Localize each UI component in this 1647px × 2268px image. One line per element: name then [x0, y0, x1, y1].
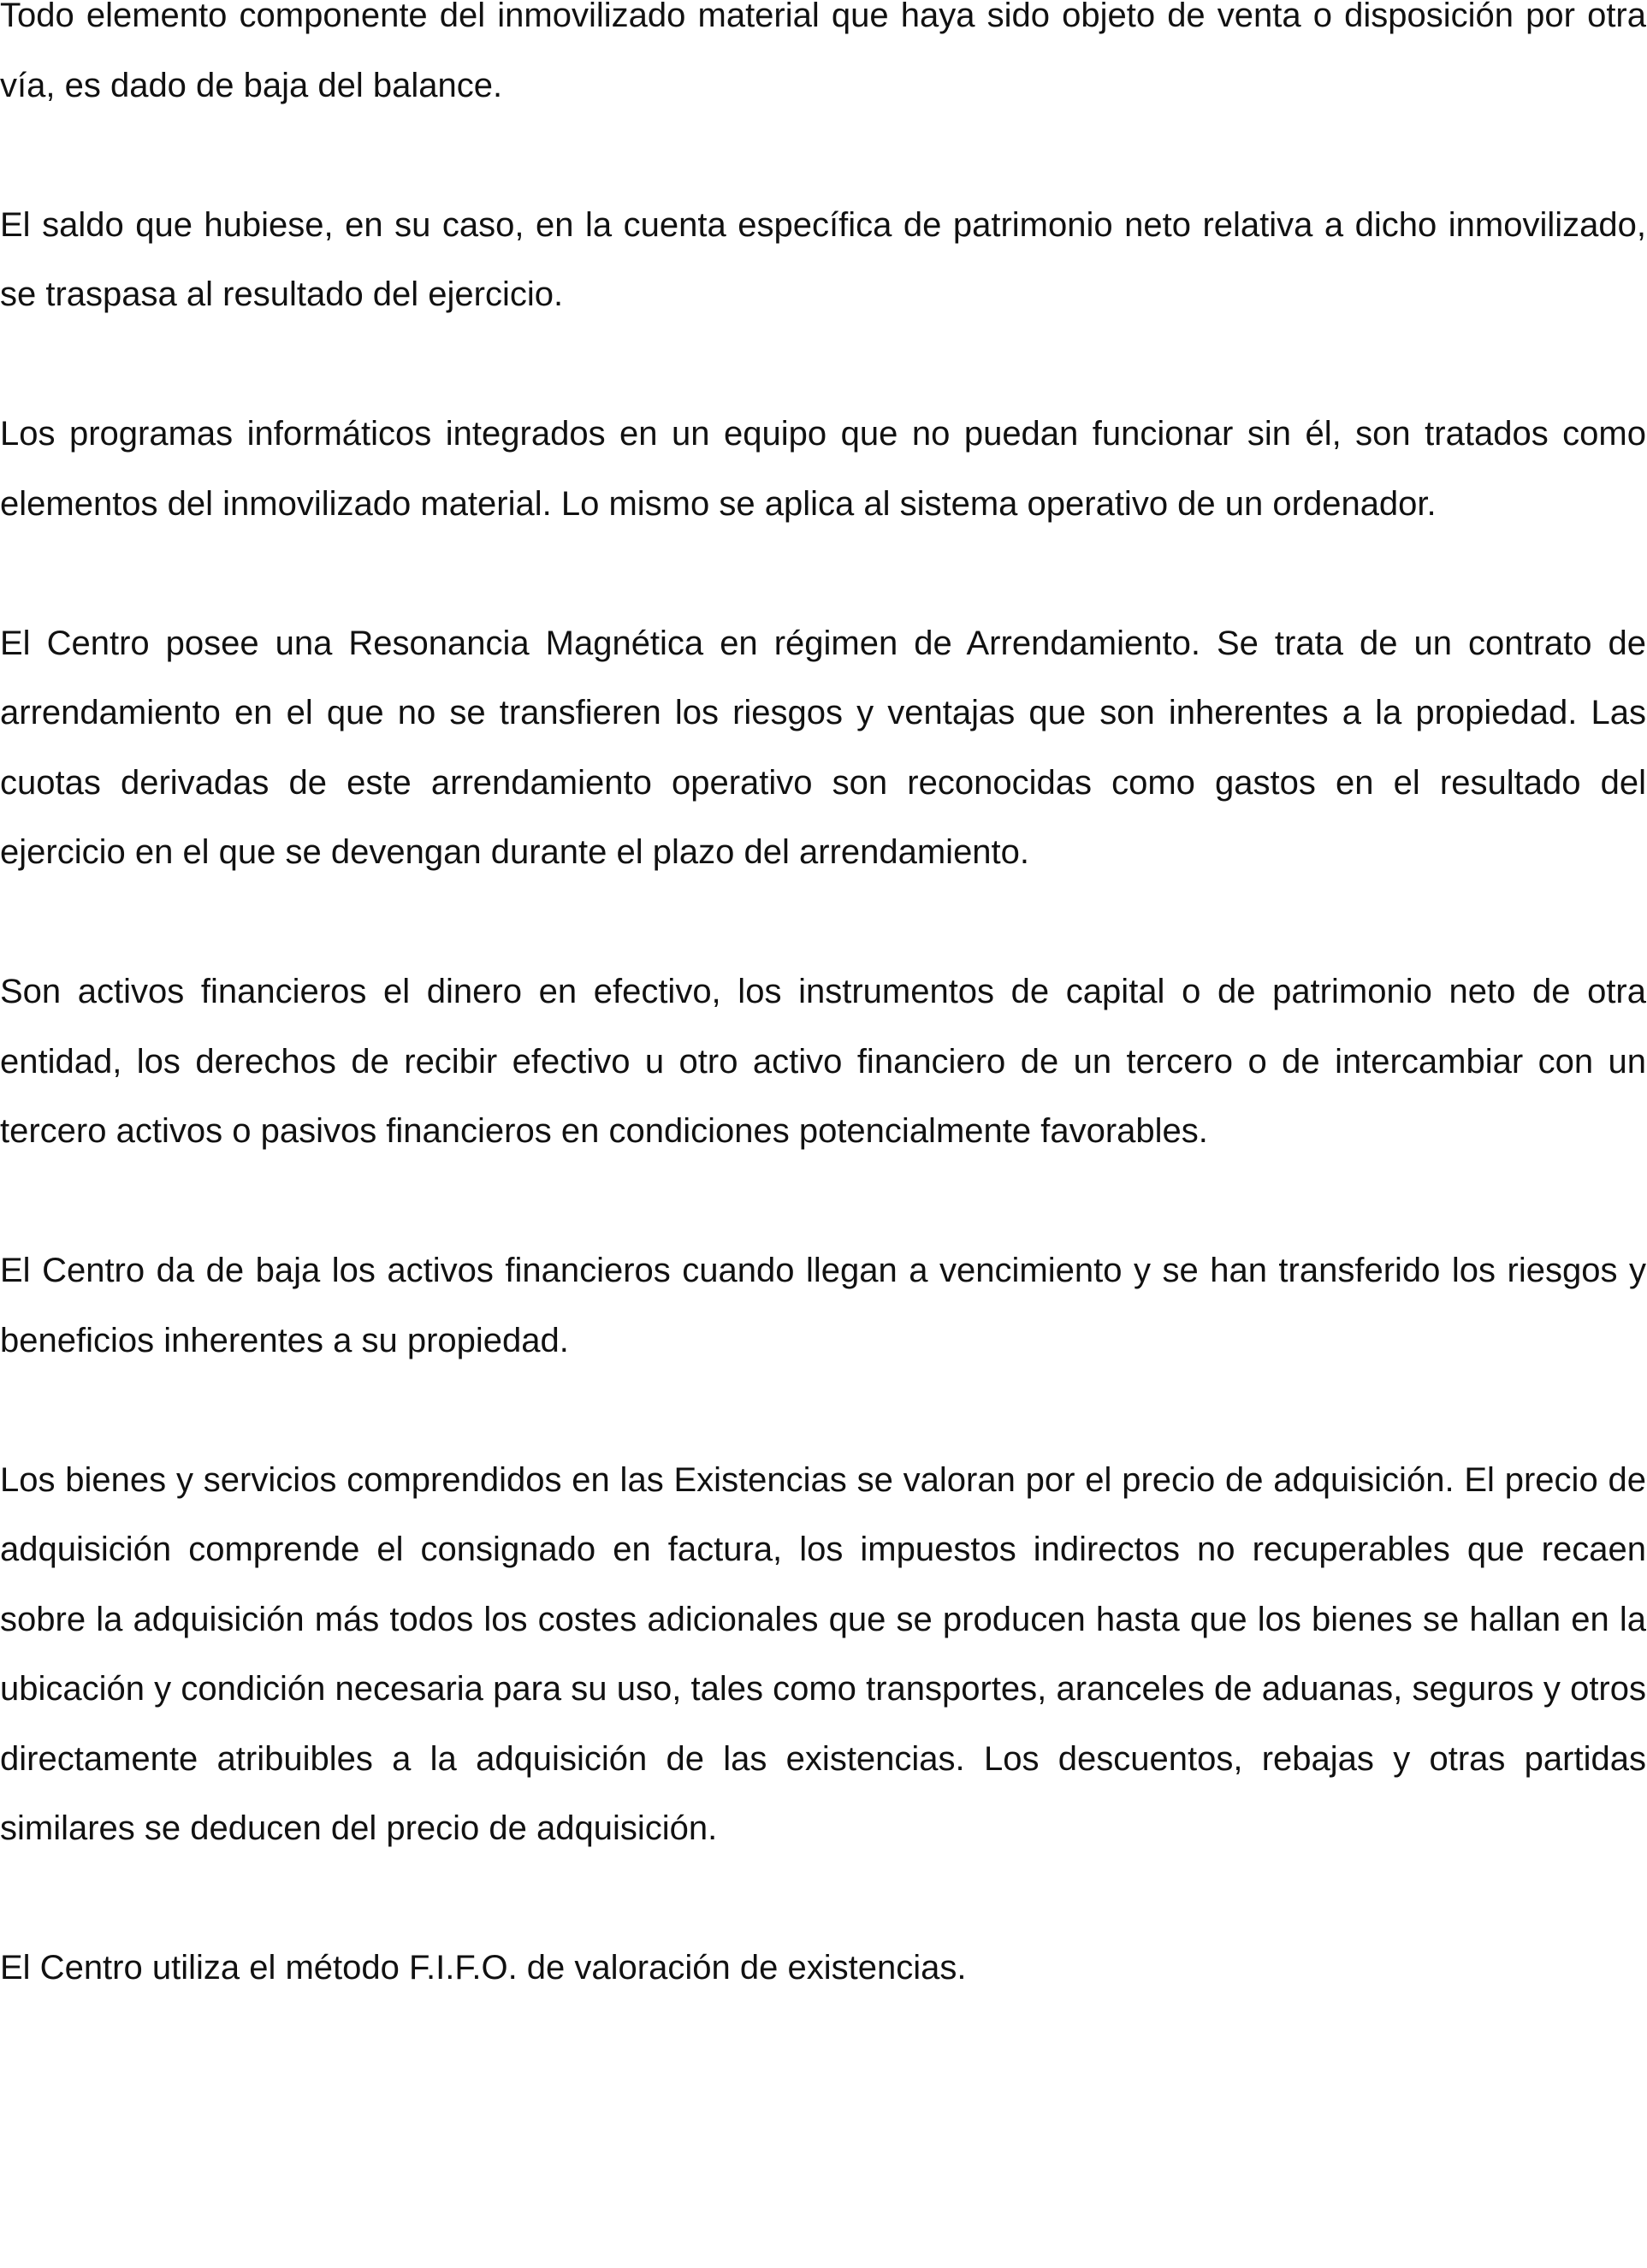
- paragraph-existencias: Los bienes y servicios comprendidos en las Existencias se valoran por el precio de adquisición. El precio de adquisición comprende el consignado en factura, los impuestos indirectos no recuperables que recaen sobre la adquisición más todos los costes adicionales que se producen hasta que los bienes se hallan en la ubicación y condición necesaria para su uso, tales como transportes, aranceles de aduanas, seguros y otros directamente atribuibles a la adquisición de las existencias. Los descuentos, rebajas y otras partidas similares se deducen del precio de adquisición.: [0, 1460, 1646, 1847]
- paragraph-metodo-fifo: El Centro utiliza el método F.I.F.O. de valoración de existencias.: [0, 1949, 967, 1987]
- paragraph-activos-financieros: Son activos financieros el dinero en efectivo, los instrumentos de capital o de patrimonio neto de otra entidad, los derechos de recibir efectivo u otro activo financiero de un tercero o de intercambiar con un tercero activos o pasivos financieros en condiciones potencialmente favorables.: [0, 973, 1646, 1150]
- paragraph-arrendamiento: El Centro posee una Resonancia Magnética en régimen de Arrendamiento. Se trata de un contrato de arrendamiento en el que no se transfieren los riesgos y ventajas que son inherentes a la propiedad. Las cuotas derivadas de este arrendamiento operativo son reconocidas como gastos en el resultado del ejercicio en el que se devengan durante el plazo del arrendamiento.: [0, 624, 1646, 871]
- paragraph-baja-inmovilizado: Todo elemento componente del inmovilizado material que haya sido objeto de venta o disposición por otra vía, es dado de baja del balance.: [0, 0, 1646, 104]
- paragraph-baja-activos: El Centro da de baja los activos financieros cuando llegan a vencimiento y se han transferido los riesgos y beneficios inherentes a su propiedad.: [0, 1252, 1646, 1359]
- paragraph-saldo-patrimonio: El saldo que hubiese, en su caso, en la cuenta específica de patrimonio neto relativa a dicho inmovilizado, se traspasa al resultado del ejercicio.: [0, 205, 1646, 313]
- paragraph-programas-informaticos: Los programas informáticos integrados en un equipo que no puedan funcionar sin él, son tratados como elementos del inmovilizado material. Lo mismo se aplica al sistema operativo de un ordenador.: [0, 415, 1646, 523]
